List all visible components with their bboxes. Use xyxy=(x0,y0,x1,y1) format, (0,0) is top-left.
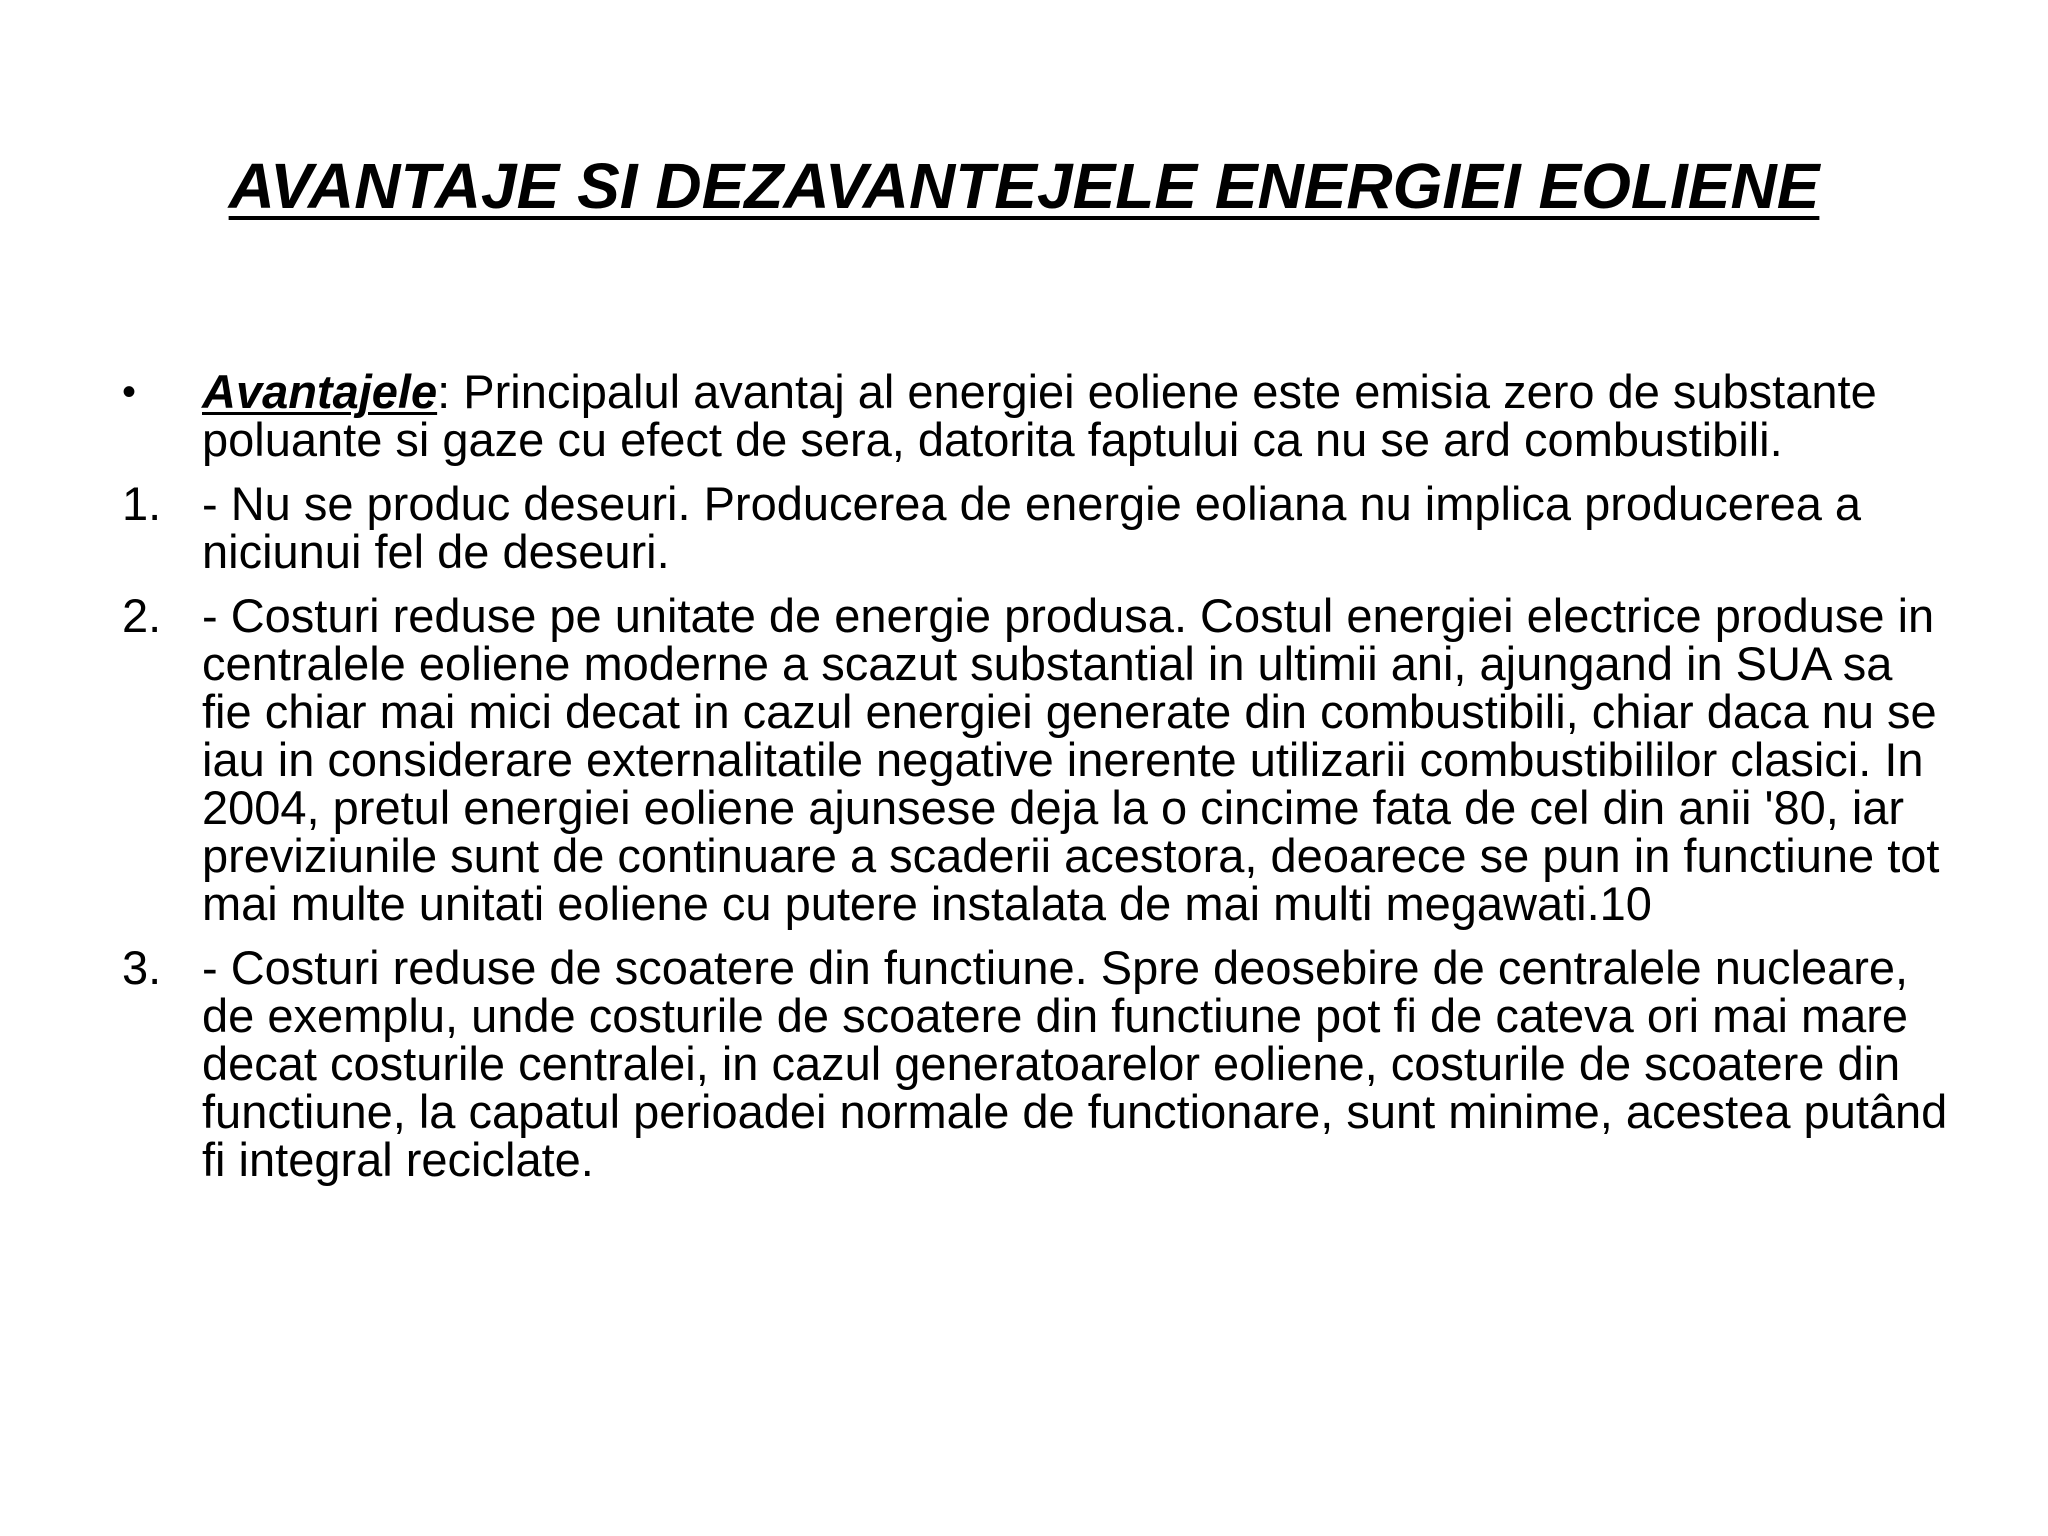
list-item-2 xyxy=(122,589,1952,930)
bullet-text xyxy=(202,365,1952,466)
list-marker-3: 3. xyxy=(122,941,162,994)
list-text-1: - Nu se produc deseuri. Producerea de energie eoliana nu implica producerea a niciunui fel de deseuri. xyxy=(202,477,1862,578)
slide-content xyxy=(122,365,1952,1200)
bullet-marker: • xyxy=(122,370,137,414)
list-item-3 xyxy=(122,941,1952,1186)
slide-title: AVANTAJE SI DEZAVANTEJELE ENERGIEI EOLIENE xyxy=(228,150,1820,222)
bullet-item-avantajele xyxy=(122,365,1952,466)
list-marker-2: 2. xyxy=(122,589,162,642)
term-separator: : xyxy=(437,365,451,418)
bullet-body: Principalul avantaj al energiei eoliene este emisia zero de substante poluante si gaze cu efect de sera, datorita faptului ca nu se ard combustibili. xyxy=(202,365,1877,466)
term-avantajele: Avantajele xyxy=(202,365,438,418)
list-item-1 xyxy=(122,477,1952,578)
list-text-3: - Costuri reduse de scoatere din functiune. Spre deosebire de centralele nucleare, de exemplu, unde costurile de scoatere din functiune pot fi de cateva ori mai mare decat costurile centralei, in cazul generatoarelor eoliene, costurile de scoatere din functiune, la capatul perioadei normale de functionare, sunt minime, acestea putând fi integral reciclate. xyxy=(202,941,1948,1186)
list-marker-1: 1. xyxy=(122,477,162,530)
list-text-2: - Costuri reduse pe unitate de energie produsa. Costul energiei electrice produse in centralele eoliene moderne a scazut substantial in ultimii ani, ajungand in SUA sa fie chiar mai mici decat in cazul energiei generate din combustibili, chiar daca nu se iau in considerare externalitatile negative inerente utilizarii combustibililor clasici. In 2004, pretul energiei eoliene ajunsese deja la o cincime fata de cel din anii '80, iar previziunile sunt de continuare a scaderii acestora, deoarece se pun in functiune tot mai multe unitati eoliene cu putere instalata de mai multi megawati.10 xyxy=(202,589,1940,930)
